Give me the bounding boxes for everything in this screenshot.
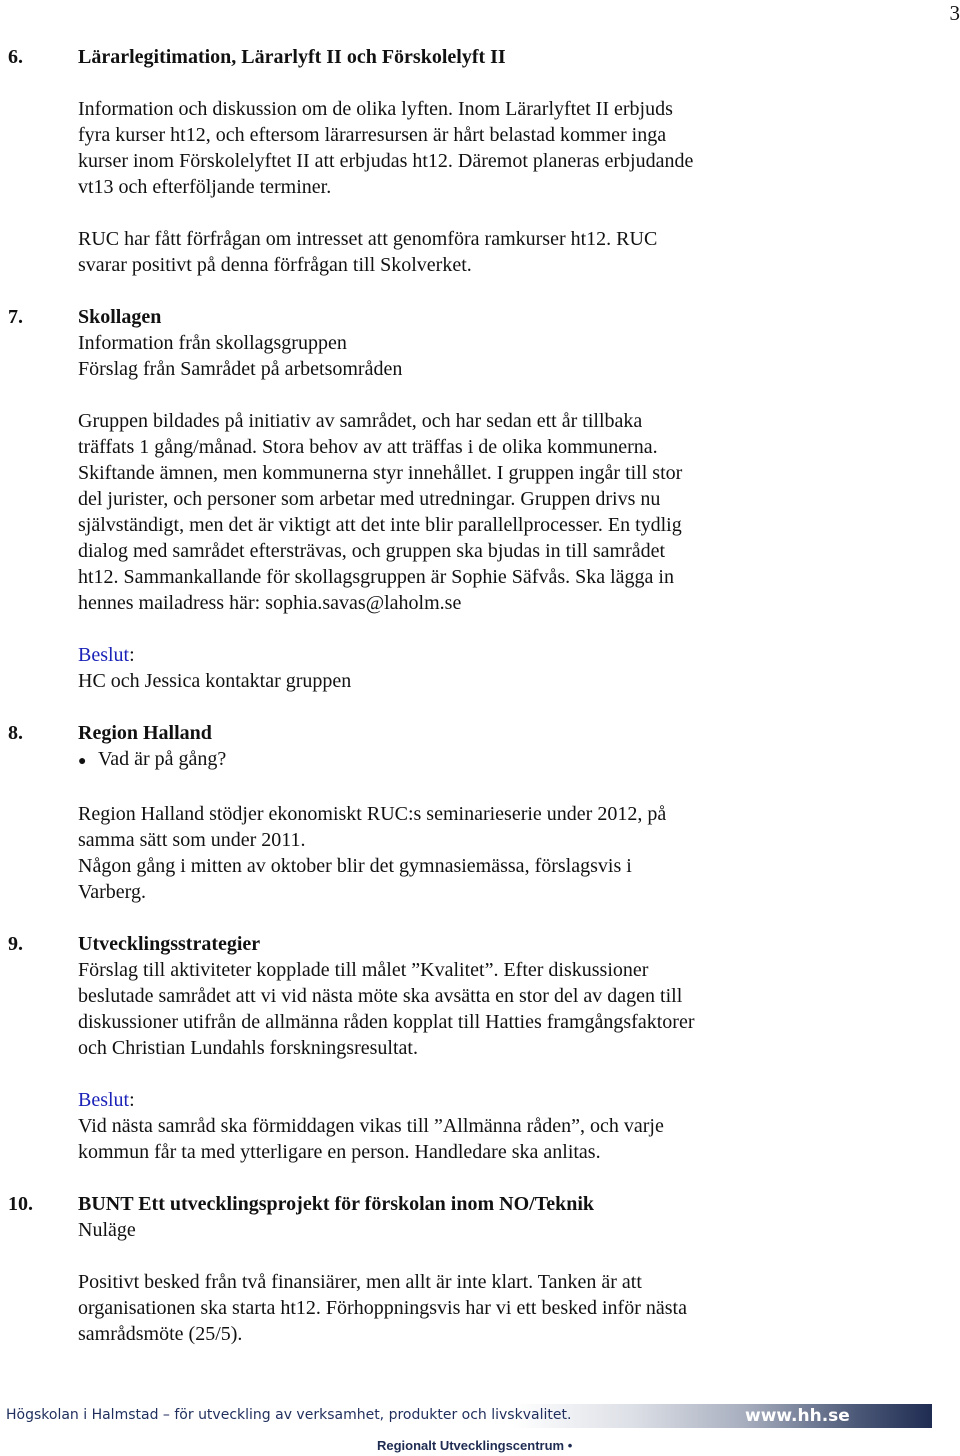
subtitle-text: Nuläge bbox=[78, 1219, 136, 1241]
text-line: Information och diskussion om de olika lyften. Inom Lärarlyftet II erbjuds bbox=[78, 98, 673, 120]
text-line: Skiftande ämnen, men kommunerna styr innehållet. I gruppen ingår till stor bbox=[78, 462, 683, 484]
section-8-paragraph-1 bbox=[78, 801, 808, 905]
text-line: Varberg. bbox=[78, 881, 146, 903]
text-line: Information från skollagsgruppen bbox=[78, 332, 347, 354]
text-line: Förslag till aktiviteter kopplade till målet ”Kvalitet”. Efter diskussioner bbox=[78, 959, 649, 981]
section-number: 7. bbox=[8, 306, 23, 328]
section-number: 6. bbox=[8, 46, 23, 68]
section-title: Utvecklingsstrategier bbox=[78, 933, 261, 955]
text-line: hennes mailadress här: sophia.savas@laholm.se bbox=[78, 592, 462, 614]
section-6-heading bbox=[8, 44, 808, 70]
decision-heading bbox=[78, 1087, 808, 1113]
decision-text: HC och Jessica kontaktar gruppen bbox=[78, 670, 352, 692]
text-line: RUC har fått förfrågan om intresset att genomföra ramkurser ht12. RUC bbox=[78, 228, 658, 250]
document-body bbox=[8, 44, 808, 1347]
section-9-decision bbox=[78, 1087, 808, 1165]
text-line: träffats 1 gång/månad. Stora behov av att träffas i de olika kommunerna. bbox=[78, 436, 658, 458]
text-line: fyra kurser ht12, och eftersom lärarresursen är hårt belastad kommer inga bbox=[78, 124, 667, 146]
section-title: Lärarlegitimation, Lärarlyft II och Förskolelyft II bbox=[78, 46, 506, 68]
footer-url-link[interactable]: www.hh.se bbox=[745, 1406, 850, 1426]
text-line: ht12. Sammankallande för skollagsgruppen är Sophie Säfvås. Ska lägga in bbox=[78, 566, 674, 588]
decision-heading bbox=[78, 642, 808, 668]
text-line: kurser inom Förskolelyftet II att erbjudas ht12. Däremot planeras erbjudande bbox=[78, 150, 694, 172]
text-line: självständigt, men det är viktigt att det inte blir parallellprocesser. En tydlig bbox=[78, 514, 682, 536]
section-10-subtitle bbox=[78, 1217, 808, 1243]
text-line: diskussioner utifrån de allmänna råden kopplat till Hatties framgångsfaktorer bbox=[78, 1011, 695, 1033]
text-line: vt13 och efterföljande terminer. bbox=[78, 176, 332, 198]
text-line: organisationen ska starta ht12. Förhoppningsvis har vi ett besked inför nästa bbox=[78, 1297, 687, 1319]
text-line: beslutade samrådet att vi vid nästa möte ska avsätta en stor del av dagen till bbox=[78, 985, 683, 1007]
bullet-text: Vad är på gång? bbox=[98, 748, 227, 770]
footer-tagline: Högskolan i Halmstad – för utveckling av verksamhet, produkter och livskvalitet. bbox=[6, 1407, 572, 1423]
section-7-paragraph-1 bbox=[78, 408, 808, 616]
decision-text: kommun får ta med ytterligare en person. Handledare ska anlitas. bbox=[78, 1141, 601, 1163]
text-line: svarar positivt på denna förfrågan till Skolverket. bbox=[78, 254, 472, 276]
text-line: samma sätt som under 2011. bbox=[78, 829, 306, 851]
decision-colon: : bbox=[129, 644, 135, 666]
section-10-paragraph-1 bbox=[78, 1269, 808, 1347]
decision-label: Beslut bbox=[78, 644, 130, 666]
section-number: 10. bbox=[8, 1193, 33, 1215]
text-line: och Christian Lundahls forskningsresultat. bbox=[78, 1037, 418, 1059]
text-line: Region Halland stödjer ekonomiskt RUC:s seminarieserie under 2012, på bbox=[78, 803, 667, 825]
section-10-heading bbox=[8, 1191, 808, 1217]
section-9-paragraph-1 bbox=[78, 957, 808, 1061]
text-line: Positivt besked från två finansiärer, men allt är inte klart. Tanken är att bbox=[78, 1271, 642, 1293]
section-7-heading bbox=[8, 304, 808, 330]
footer-unit-name: Regionalt Utvecklingscentrum • bbox=[377, 1438, 573, 1453]
text-line: Någon gång i mitten av oktober blir det gymnasiemässa, förslagsvis i bbox=[78, 855, 632, 877]
section-7-intro bbox=[78, 330, 808, 382]
section-6-paragraph-2 bbox=[78, 226, 808, 278]
bullet-item bbox=[78, 746, 808, 775]
decision-label: Beslut bbox=[78, 1089, 130, 1111]
text-line: Förslag från Samrådet på arbetsområden bbox=[78, 358, 403, 380]
section-6-paragraph-1 bbox=[78, 96, 808, 200]
text-line: samrådsmöte (25/5). bbox=[78, 1323, 243, 1345]
section-title: BUNT Ett utvecklingsprojekt för förskolan inom NO/Teknik bbox=[78, 1193, 595, 1215]
decision-colon: : bbox=[129, 1089, 135, 1111]
bullet-icon: ● bbox=[78, 754, 87, 769]
text-line: dialog med samrådet eftersträvas, och gruppen ska bjudas in till samrådet bbox=[78, 540, 666, 562]
text-line: del jurister, och personer som arbetar med utredningar. Gruppen drivs nu bbox=[78, 488, 661, 510]
decision-text: Vid nästa samråd ska förmiddagen vikas till ”Allmänna råden”, och varje bbox=[78, 1115, 664, 1137]
section-number: 8. bbox=[8, 722, 23, 744]
section-9-heading bbox=[8, 931, 808, 957]
section-7-decision bbox=[78, 642, 808, 694]
section-8-heading bbox=[8, 720, 808, 746]
section-title: Skollagen bbox=[78, 306, 162, 328]
section-title: Region Halland bbox=[78, 722, 212, 744]
section-number: 9. bbox=[8, 933, 23, 955]
page-number: 3 bbox=[949, 1, 960, 25]
text-line: Gruppen bildades på initiativ av samrådet, och har sedan ett år tillbaka bbox=[78, 410, 643, 432]
